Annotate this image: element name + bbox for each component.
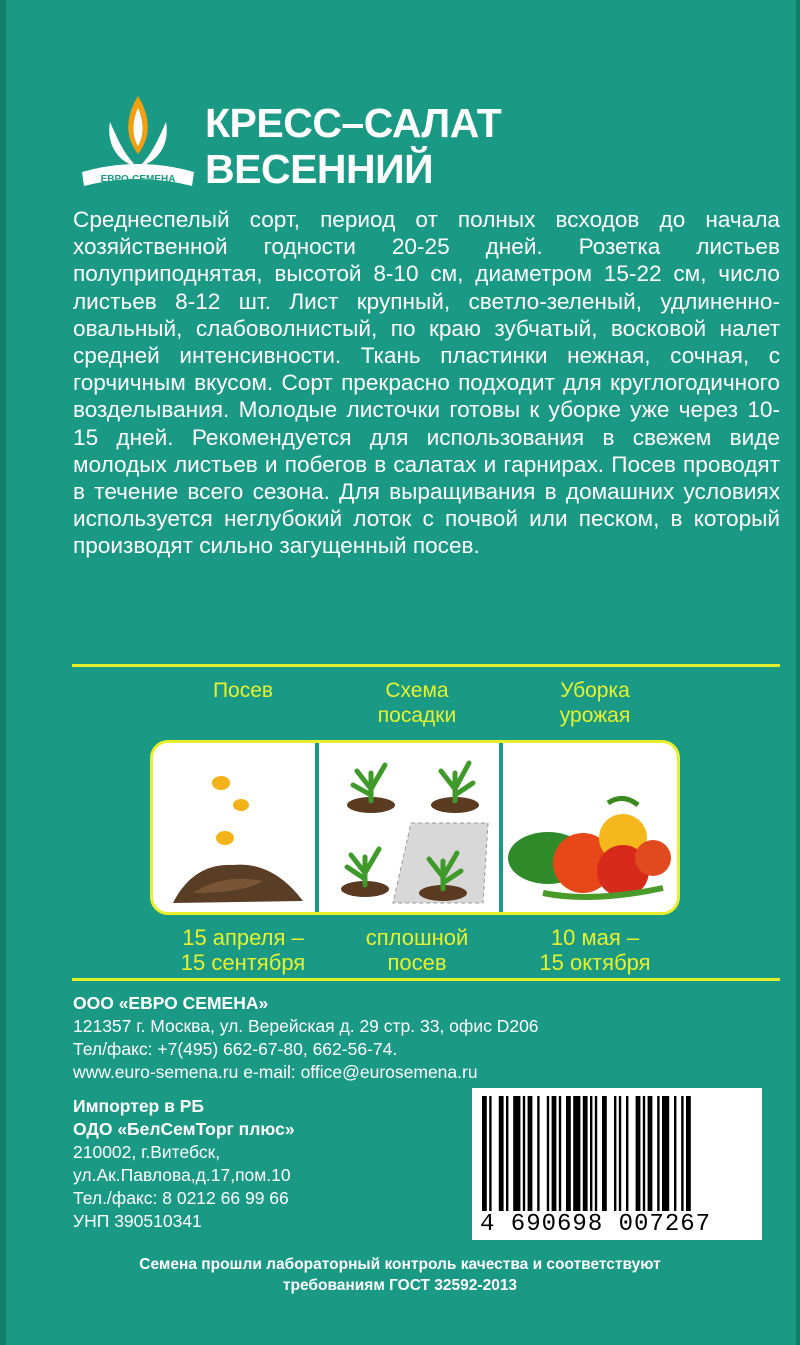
divider-top bbox=[72, 664, 780, 667]
vegetables-icon bbox=[508, 798, 671, 897]
importer-name: ОДО «БелСемТорг плюс» bbox=[73, 1119, 295, 1139]
importer-phone: Тел./факс: 8 0212 66 99 66 bbox=[73, 1188, 289, 1208]
euro-semena-logo bbox=[78, 92, 198, 192]
quality-notice-line-1: Семена прошли лабораторный контроль качества и соответствуют bbox=[139, 1256, 661, 1273]
stage-label-harvest: Уборка урожая bbox=[559, 679, 631, 727]
company-name: ООО «ЕВРО СЕМЕНА» bbox=[73, 993, 269, 1013]
title-line-1: КРЕСС–САЛАТ bbox=[205, 100, 502, 146]
stage-date-harvest: 10 мая – 15 октября bbox=[539, 925, 651, 975]
importer-heading: Импортер в РБ bbox=[73, 1096, 204, 1116]
quality-notice bbox=[0, 1254, 800, 1296]
company-web: www.euro-semena.ru e-mail: office@eurosemena.ru bbox=[73, 1062, 478, 1082]
importer-info bbox=[73, 1095, 295, 1233]
importer-city: 210002, г.Витебск, bbox=[73, 1142, 221, 1162]
importer-street: ул.Ак.Павлова,д.17,пом.10 bbox=[73, 1165, 291, 1185]
right-edge bbox=[796, 0, 800, 1345]
stage-label-sowing: Посев bbox=[212, 679, 274, 702]
stage-date-scheme: сплошной посев bbox=[365, 925, 469, 975]
importer-unp: УНП 390510341 bbox=[73, 1211, 202, 1231]
logo-text: ЕВРО-СЕМЕНА bbox=[100, 174, 176, 185]
quality-notice-line-2: требованиям ГОСТ 32592-2013 bbox=[282, 1277, 518, 1294]
seedlings-icon bbox=[341, 763, 488, 903]
product-title bbox=[205, 100, 501, 192]
left-edge bbox=[0, 0, 6, 1345]
barcode-digits: 4 690698 007267 bbox=[480, 1211, 712, 1238]
title-line-2: ВЕСЕННИЙ bbox=[205, 146, 434, 192]
variety-description: Среднеспелый сорт, период от полных всходов до начала хозяйственной годности 20-25 дней. Розетка листьев полуприподнятая, высотой 8-10 см, диаметром 15-22 см, число листьев 8-12 шт. Лист крупный, светло-зеленый, удлиненно-овальный, слабоволнистый, по краю зубчатый, восковой налет средней интенсивности. Ткань пластинки нежная, сочная, с горчичным вкусом. Сорт прекрасно подходит для круглогодичного возделывания. Молодые листочки готовы к уборке уже через 10-15 дней. Рекомендуется для использования в свежем виде молодых листьев и побегов в салатах и гарнирах. Посев проводят в течение всего сезона. Для выращивания в домашних условиях используется неглубокий лоток с почвой или песком, в который производят сильно загущенный посев. bbox=[73, 207, 780, 559]
seeds-icon bbox=[173, 776, 303, 903]
company-info bbox=[73, 992, 539, 1084]
company-address: 121357 г. Москва, ул. Верейская д. 29 стр. 33, офис D206 bbox=[73, 1016, 539, 1036]
divider-bottom bbox=[72, 978, 780, 981]
stage-date-sowing: 15 апреля – 15 сентября bbox=[180, 925, 306, 975]
stage-label-scheme: Схема посадки bbox=[377, 679, 457, 727]
company-phone: Тел/факс: +7(495) 662-67-80, 662-56-74. bbox=[73, 1039, 398, 1059]
stages-illustration-panel bbox=[150, 740, 680, 915]
